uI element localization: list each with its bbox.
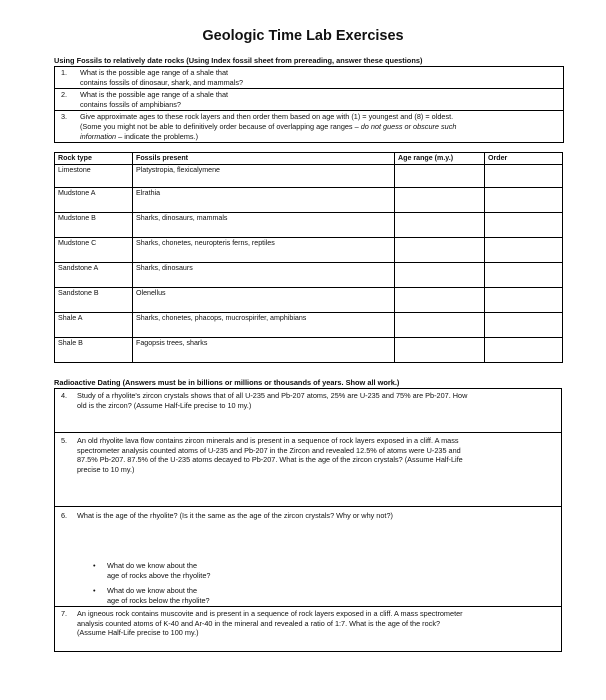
order-cell[interactable] [485, 313, 563, 338]
bullet-dot-icon: • [93, 561, 96, 570]
order-cell[interactable] [485, 238, 563, 263]
order-cell[interactable] [485, 188, 563, 213]
table-row [55, 338, 563, 363]
order-cell[interactable] [485, 338, 563, 363]
age-range-cell[interactable] [395, 313, 485, 338]
table-row [55, 188, 563, 213]
bullet-above-rhyolite: • What do we know about the age of rocks above the rhyolite? [93, 561, 211, 580]
header-fossils: Fossils present [133, 153, 395, 165]
fossil-questions [54, 66, 564, 143]
rock-type-cell: Sandstone B [55, 288, 133, 313]
table-row [55, 288, 563, 313]
fossils-cell: Sharks, dinosaurs, mammals [133, 213, 395, 238]
order-cell[interactable] [485, 263, 563, 288]
age-range-cell[interactable] [395, 263, 485, 288]
fossils-section-heading: Using Fossils to relatively date rocks (Using Index fossil sheet from prereading, answer these questions) [54, 56, 423, 65]
fossils-cell: Sharks, chonetes, neuropteris ferns, reptiles [133, 238, 395, 263]
divider [55, 606, 561, 607]
age-range-cell[interactable] [395, 165, 485, 188]
fossils-cell: Olenellus [133, 288, 395, 313]
order-cell[interactable] [485, 288, 563, 313]
rock-type-cell: Sandstone A [55, 263, 133, 288]
table-row [55, 165, 563, 188]
order-cell[interactable] [485, 213, 563, 238]
fossils-cell: Platystropia, flexicalymene [133, 165, 395, 188]
bullet-dot-icon: • [93, 586, 96, 595]
rock-type-cell: Limestone [55, 165, 133, 188]
table-row [55, 238, 563, 263]
table-row [55, 263, 563, 288]
rock-layer-table [54, 152, 563, 363]
rock-type-cell: Shale A [55, 313, 133, 338]
rock-type-cell: Mudstone B [55, 213, 133, 238]
question-3: 3. Give approximate ages to these rock layers and then order them based on age with (1) = youngest and (8) = oldest. (Some you might not be able to definitively order because of overlapping age ranges – do not guess or obscure such information – indicate the problems.) [61, 112, 457, 141]
rock-type-cell: Mudstone A [55, 188, 133, 213]
question-5: 5. An old rhyolite lava flow contains zircon minerals and is present in a sequence of rock layers exposed in a cliff. A mass spectrometer analysis counted atoms of U-235 and Pb-207 in the Zircon and revealed 12.5% of atoms were U-235 and 87.5% Pb-207. 87.5% of the U-235 atoms decayed to Pb-207. What is the age of the zircon crystals? (Assume Half-Life precise to 10 my.) [61, 436, 463, 474]
radioactive-section-heading: Radioactive Dating (Answers must be in billions or millions or thousands of years. Show all work.) [54, 378, 400, 387]
page-title: Geologic Time Lab Exercises [202, 28, 404, 44]
fossils-cell: Sharks, dinosaurs [133, 263, 395, 288]
fossils-cell: Sharks, chonetes, phacops, mucrospirifer, amphibians [133, 313, 395, 338]
age-range-cell[interactable] [395, 338, 485, 363]
question-6: 6. What is the age of the rhyolite? (Is it the same as the age of the zircon crystals? Why or why not?) [61, 511, 393, 520]
bullet-below-rhyolite: • What do we know about the age of rocks below the rhyolite? [93, 586, 210, 605]
rock-type-cell: Shale B [55, 338, 133, 363]
question-7: 7. An igneous rock contains muscovite and is present in a sequence of rock layers exposed in a cliff. A mass spectrometer analysis counted atoms of K-40 and Ar-40 in the mineral and revealed a ratio of 1:7. What is the age of the rock? (Assume Half-Life precise to 100 my.) [61, 609, 463, 638]
radioactive-questions [54, 388, 562, 652]
fossils-cell: Fagopsis trees, sharks [133, 338, 395, 363]
age-range-cell[interactable] [395, 188, 485, 213]
divider [55, 432, 561, 433]
rock-type-cell: Mudstone C [55, 238, 133, 263]
question-4: 4. Study of a rhyolite's zircon crystals shows that of all U-235 and Pb-207 atoms, 25% are U-235 and 75% are Pb-207. How old is the zircon? (Assume Half-Life precise to 10 my.) [61, 391, 468, 410]
age-range-cell[interactable] [395, 288, 485, 313]
fossils-cell: Elrathia [133, 188, 395, 213]
divider [55, 506, 561, 507]
age-range-cell[interactable] [395, 213, 485, 238]
header-rock-type: Rock type [55, 153, 133, 165]
question-2: 2. What is the possible age range of a shale that contains fossils of amphibians? [55, 89, 563, 111]
header-age-range: Age range (m.y.) [395, 153, 485, 165]
table-row [55, 213, 563, 238]
question-1: 1. What is the possible age range of a shale that contains fossils of dinosaur, shark, and mammals? [55, 67, 563, 89]
age-range-cell[interactable] [395, 238, 485, 263]
order-cell[interactable] [485, 165, 563, 188]
table-row [55, 313, 563, 338]
header-order: Order [485, 153, 563, 165]
table-header-row [55, 153, 563, 165]
